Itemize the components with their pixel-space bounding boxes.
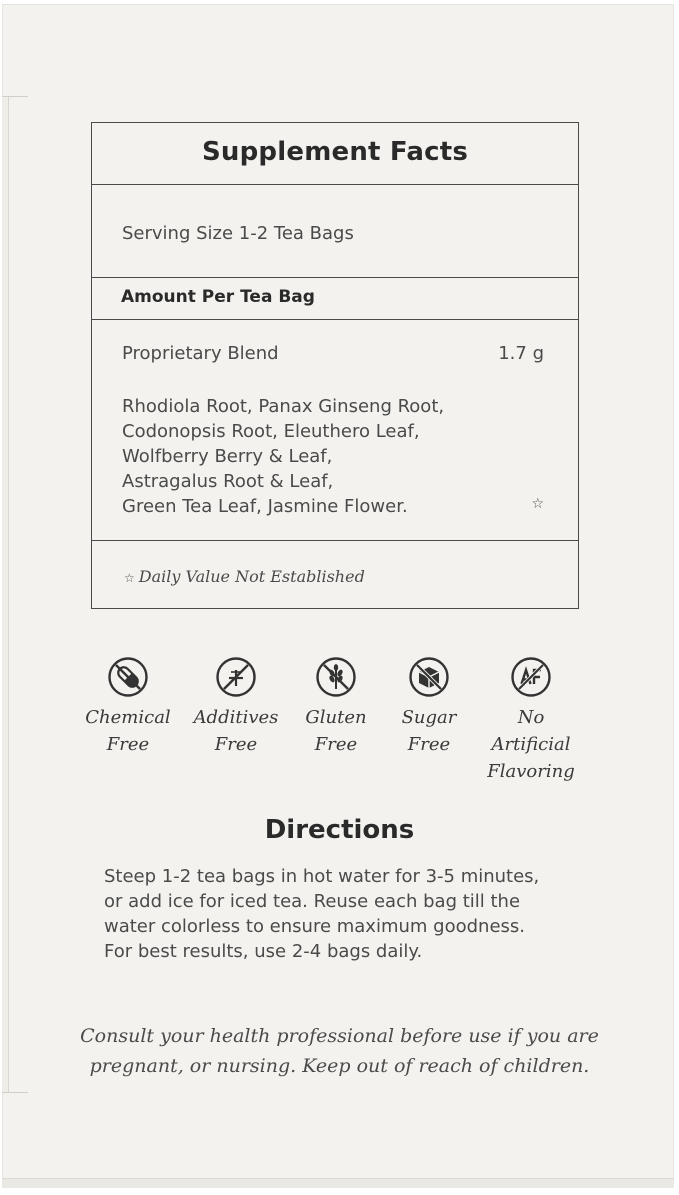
directions-line: or add ice for iced tea. Reuse each bag till the — [104, 891, 521, 912]
claim-label — [181, 704, 291, 758]
claim-chemical-free — [73, 656, 183, 758]
package-side-edge — [2, 96, 9, 1092]
daily-value-text: Daily Value Not Established — [138, 567, 365, 586]
ingredient-line: Wolfberry Berry & Leaf, — [122, 446, 333, 467]
claim-label-line: Additives — [193, 707, 279, 728]
wheat-crossed-icon — [315, 656, 357, 698]
ingredient-list — [122, 394, 444, 519]
pill-crossed-icon — [107, 656, 149, 698]
ingredient-line: Codonopsis Root, Eleuthero Leaf, — [122, 421, 420, 442]
supplement-facts-panel — [91, 122, 579, 609]
edge-crease-top — [2, 96, 28, 97]
claim-label-line: Sugar — [401, 707, 457, 728]
directions-text — [104, 864, 584, 964]
claim-no-artificial-flavoring — [476, 656, 586, 785]
directions-line: water colorless to ensure maximum goodness. — [104, 916, 525, 937]
daily-value-star-note: ☆ — [124, 571, 135, 585]
claim-label — [374, 704, 484, 758]
ingredient-line: Rhodiola Root, Panax Ginseng Root, — [122, 396, 445, 417]
af-crossed-icon — [510, 656, 552, 698]
serving-size: Serving Size 1-2 Tea Bags — [122, 223, 354, 244]
claim-label-line: Free — [407, 734, 451, 755]
claim-label-line: Free — [214, 734, 258, 755]
claim-label-line: Gluten — [305, 707, 367, 728]
proprietary-blend-amount: 1.7 g — [498, 343, 544, 364]
claim-label-line: Chemical — [85, 707, 171, 728]
claim-additives-free — [181, 656, 291, 758]
ingredient-line: Astragalus Root & Leaf, — [122, 471, 334, 492]
directions-title: Directions — [264, 815, 415, 845]
additive-crossed-icon — [215, 656, 257, 698]
claim-label — [476, 704, 586, 785]
claim-label — [73, 704, 183, 758]
daily-value-note — [124, 567, 365, 586]
claim-label-line: Free — [106, 734, 150, 755]
proprietary-blend-label: Proprietary Blend — [122, 343, 279, 364]
free-from-claims — [0, 656, 679, 782]
claim-label-line: No Artificial — [491, 707, 571, 755]
facts-title: Supplement Facts — [201, 137, 469, 167]
daily-value-star: ☆ — [531, 496, 544, 512]
amount-per-serving: Amount Per Tea Bag — [121, 287, 315, 307]
sugar-cube-crossed-icon — [408, 656, 450, 698]
health-warning — [0, 1021, 679, 1081]
ingredient-line: Green Tea Leaf, Jasmine Flower. — [122, 496, 408, 517]
warning-line: pregnant, or nursing. Keep out of reach of children. — [89, 1055, 590, 1077]
directions-line: For best results, use 2-4 bags daily. — [104, 941, 423, 962]
claim-sugar-free — [374, 656, 484, 758]
edge-crease-bottom — [2, 1092, 28, 1093]
package-bottom-edge — [2, 1178, 674, 1188]
directions-line: Steep 1-2 tea bags in hot water for 3-5 minutes, — [104, 866, 540, 887]
warning-line: Consult your health professional before use if you are — [80, 1025, 599, 1047]
claim-label-line: Free — [314, 734, 358, 755]
claim-label-line: Flavoring — [487, 761, 575, 782]
